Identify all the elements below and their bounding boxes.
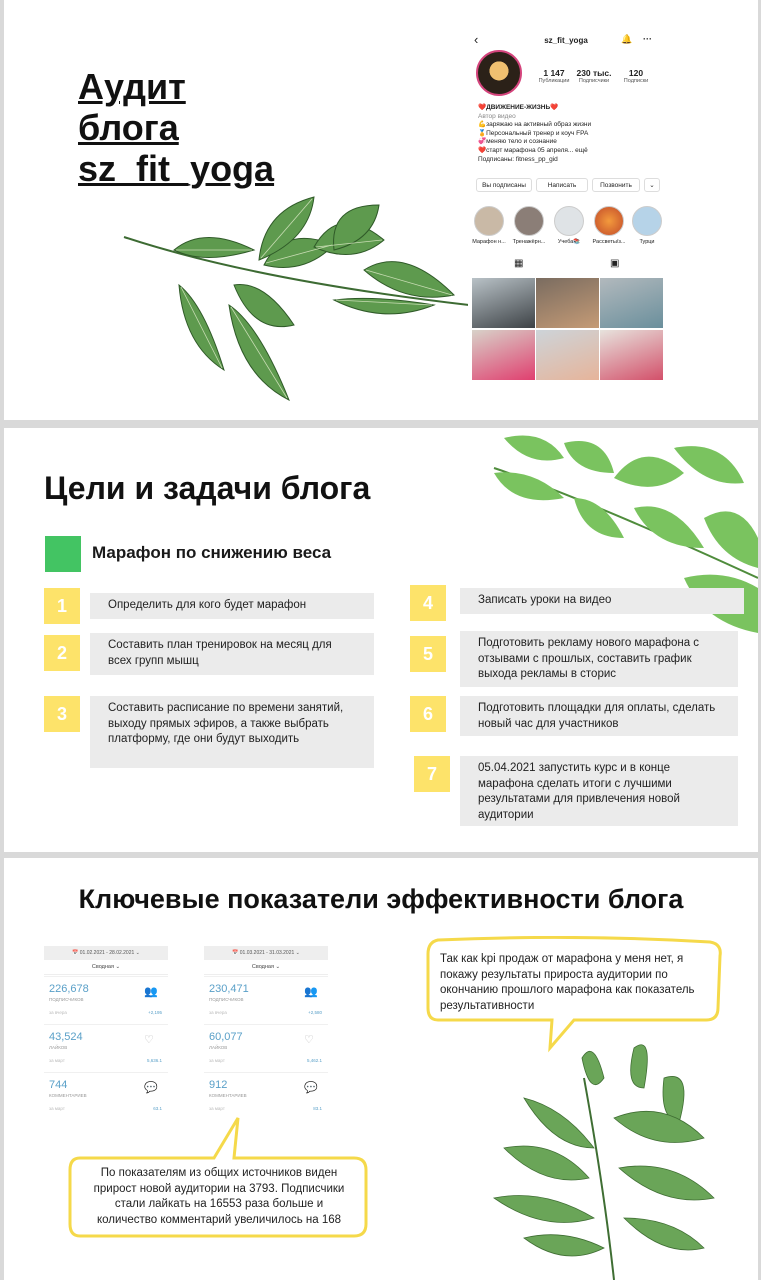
chevron-left-icon[interactable]: ‹ (474, 32, 479, 47)
metric-value: 912 (209, 1079, 228, 1091)
task-number: 5 (410, 636, 446, 672)
green-square-marker (45, 536, 81, 572)
story-highlight[interactable] (472, 206, 506, 245)
highlight-label: Марафон н... (472, 239, 506, 245)
metric-likes (204, 1024, 328, 1073)
users-icon: 👥 (304, 986, 318, 998)
date-range-selector[interactable]: 📅 01.03.2021 - 31.03.2021 ⌄ (204, 946, 328, 960)
stat-label: Подписчики (578, 78, 610, 84)
bubble-text-right: Так как kpi продаж от марафона у меня нет, я покажу результаты прироста аудитории по окончанию прошлого марафона как показатель результативности (440, 953, 695, 1012)
metric-period: за март (49, 1106, 65, 1111)
post-thumbnail[interactable] (600, 278, 663, 328)
story-highlight[interactable] (512, 206, 546, 245)
task-number: 3 (44, 696, 80, 732)
metric-label: ПОДПИСЧИКОВ (49, 997, 84, 1002)
profile-username: sz_fit_yoga (544, 36, 588, 45)
following-button[interactable]: Вы подписаны (476, 178, 532, 192)
stats-card-march (204, 946, 328, 1120)
users-icon: 👥 (144, 986, 158, 998)
bio-line: 💞меняю тело и сознание (478, 138, 557, 146)
slide-title: Ключевые показатели эффективности блога (78, 884, 684, 914)
leaf-branch-illustration (464, 1038, 724, 1280)
bio-line: ❤️ДВИЖЕНИЕ-ЖИЗНЬ❤️ (478, 104, 559, 111)
stat-value: 230 тыс. (576, 68, 612, 78)
metric-label: КОММЕНТАРИЕВ (209, 1093, 247, 1098)
highlight-label: Рассветы/з... (592, 239, 626, 245)
chevron-down-icon[interactable]: ⌄ (644, 178, 660, 192)
bio-line: 🏅Персональный тренер и коуч FPA (478, 129, 589, 137)
story-highlight[interactable] (592, 206, 626, 245)
highlight-label: Учеба📚 (557, 239, 581, 245)
metric-change: 5,636.1 (146, 1058, 162, 1063)
heart-icon: ♡ (304, 1034, 314, 1046)
leaf-branch-illustration (114, 185, 474, 415)
task-number: 2 (44, 635, 80, 671)
story-highlight[interactable] (632, 206, 662, 245)
bio-line[interactable]: ❤️старт марафона 05 апреля... ещё (478, 146, 588, 154)
leaf-branch-illustration (474, 428, 758, 648)
bio-line: 💪заряжаю на активный образ жизни (478, 121, 592, 129)
post-thumbnail[interactable] (536, 278, 599, 328)
slide-blog-audit (4, 0, 758, 420)
slide-goals (4, 428, 758, 852)
metric-likes (44, 1024, 168, 1073)
task-box: Определить для кого будет марафон (90, 593, 374, 619)
stat-following[interactable] (614, 68, 658, 84)
audit-title (78, 66, 274, 189)
bubble-text-left: По показателям из общих источников виден прирост новой аудитории на 3793. Подписчики стали лайкать на 16553 раза больше и количество комментарий увеличилось на 168 (93, 1167, 345, 1226)
profile-bio (478, 104, 591, 164)
task-box: Составить план тренировок на месяц для всех групп мышц (90, 633, 374, 675)
comment-icon: 💬 (144, 1082, 158, 1094)
stat-posts[interactable] (532, 68, 576, 84)
post-thumbnail[interactable] (600, 330, 663, 380)
tagged-icon[interactable]: ▣ (610, 258, 620, 269)
task-number: 7 (414, 756, 450, 792)
metric-period: за вчера (49, 1010, 67, 1015)
post-thumbnail[interactable] (472, 278, 535, 328)
stat-label: Подписки (623, 78, 649, 84)
stat-value: 120 (628, 68, 644, 78)
slide-kpi (4, 858, 758, 1280)
metric-period: за март (209, 1058, 225, 1063)
avatar[interactable] (476, 50, 522, 96)
highlight-cover (594, 206, 624, 236)
slide-subtitle: Марафон по снижению веса (92, 543, 332, 562)
grid-icon[interactable]: ▦ (514, 258, 524, 269)
metric-value: 744 (49, 1079, 68, 1091)
summary-dropdown[interactable]: Сводная ⌄ (44, 960, 168, 975)
call-button[interactable]: Позвонить (592, 178, 640, 192)
metric-value: 43,524 (49, 1031, 83, 1043)
comment-icon: 💬 (304, 1082, 318, 1094)
task-box: Подготовить рекламу нового марафона с отзывами с прошлых, составить график выхода рекламы в сторис (460, 631, 738, 687)
metric-period: за март (209, 1106, 225, 1111)
highlight-cover (514, 206, 544, 236)
highlight-cover (554, 206, 584, 236)
task-number: 4 (410, 585, 446, 621)
stat-label: Публикации (538, 78, 570, 84)
story-highlight[interactable] (552, 206, 586, 245)
metric-change: 5,462.1 (306, 1058, 322, 1063)
date-range-selector[interactable]: 📅 01.02.2021 - 28.02.2021 ⌄ (44, 946, 168, 960)
metric-period: за вчера (209, 1010, 227, 1015)
post-thumbnail[interactable] (472, 330, 535, 380)
metric-label: ЛАЙКОВ (209, 1045, 228, 1050)
profile-header-bar (468, 34, 664, 48)
title-line: Аудит (78, 66, 186, 107)
highlight-label: Тренажёрн... (512, 239, 546, 245)
metric-followers (44, 976, 168, 1025)
slide-title: Цели и задачи блога (44, 470, 371, 506)
post-thumbnail[interactable] (536, 330, 599, 380)
metric-change: 83.1 (313, 1106, 322, 1111)
stat-value: 1 147 (543, 68, 565, 78)
metric-value: 230,471 (209, 983, 249, 995)
stats-card-february (44, 946, 168, 1120)
post-grid (472, 278, 664, 380)
metric-label: ПОДПИСЧИКОВ (209, 997, 244, 1002)
bell-icon[interactable]: 🔔 (621, 34, 633, 44)
bio-line: Автор видео (478, 112, 516, 120)
more-icon[interactable]: ··· (643, 34, 652, 44)
task-number: 1 (44, 588, 80, 624)
metric-label: ЛАЙКОВ (49, 1045, 68, 1050)
task-box: Подготовить площадки для оплаты, сделать новый час для участников (460, 696, 738, 736)
summary-dropdown[interactable]: Сводная ⌄ (204, 960, 328, 975)
task-box: Составить расписание по времени занятий, выходу прямых эфиров, а также выбрать платформу, где они будут выходить (90, 696, 374, 768)
highlight-cover (632, 206, 662, 236)
profile-tabs (468, 258, 664, 272)
bio-line[interactable]: Подписаны: fitness_pp_gid (478, 155, 558, 163)
metric-followers (204, 976, 328, 1025)
task-box: 05.04.2021 запустить курс и в конце марафона сделать итоги с лучшими результатами для привлечения новой аудитории (460, 756, 738, 826)
task-box: Записать уроки на видео (460, 588, 744, 614)
metric-label: КОММЕНТАРИЕВ (49, 1093, 87, 1098)
metric-value: 226,678 (49, 983, 89, 995)
highlight-label: Турци (639, 239, 655, 245)
instagram-profile-screenshot (468, 28, 664, 380)
stat-followers[interactable] (572, 68, 616, 84)
title-line: блога (78, 107, 179, 148)
metric-period: за март (49, 1058, 65, 1063)
task-number: 6 (410, 696, 446, 732)
metric-change: +2,195 (148, 1010, 162, 1015)
heart-icon: ♡ (144, 1034, 154, 1046)
metric-change: 63.1 (153, 1106, 162, 1111)
metric-change: +2,580 (308, 1010, 322, 1015)
message-button[interactable]: Написать (536, 178, 588, 192)
highlight-cover (474, 206, 504, 236)
title-line: sz_fit_yoga (78, 148, 275, 189)
metric-value: 60,077 (209, 1031, 243, 1043)
